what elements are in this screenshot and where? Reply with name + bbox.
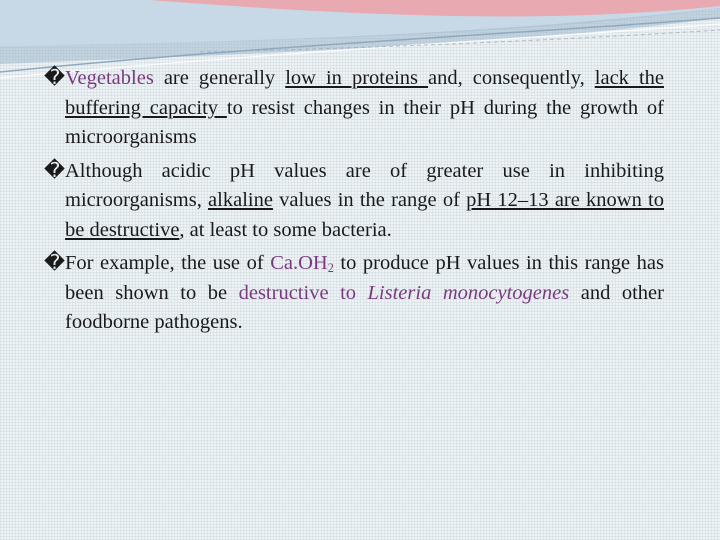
text-segment: are generally: [153, 67, 286, 89]
text-segment: values in the range of: [272, 189, 467, 211]
text-segment: and, consequently,: [428, 67, 595, 89]
bullet-vegetables: [44, 64, 664, 153]
text-segment: to resist changes in their p: [226, 96, 461, 119]
bullet-marker-icon: �: [44, 67, 66, 89]
bullet-example: [44, 249, 664, 338]
text-segment: Although acidic p: [65, 159, 241, 182]
chemical-subscript: 2: [327, 261, 334, 276]
term-vegetables: Vegetables: [65, 67, 154, 89]
text-segment: to produce p: [333, 252, 446, 274]
slide-body: [44, 64, 664, 342]
chemical-formula: Ca.OH: [270, 252, 328, 274]
bullet-marker-icon: �: [44, 252, 66, 274]
text-segment: H during the growth of microorganisms: [65, 96, 664, 148]
emphasis-alkaline: alkaline: [208, 189, 273, 211]
emphasis-buffering-capacity: lack the buffering capacity: [65, 67, 664, 119]
text-segment: H values are of greater use in inhibiting microorganisms,: [65, 159, 664, 211]
emphasis-ph-destructive: pH 12–13 are known to be destructive: [65, 189, 664, 241]
text-segment: , at least to some bacteria.: [179, 218, 392, 241]
text-segment: For example, the use of: [65, 252, 271, 274]
term-listeria-monocytogenes: Listeria monocytogenes: [367, 281, 570, 304]
bullet-marker-icon: �: [44, 159, 66, 182]
bullet-acidic-ph: [44, 157, 664, 246]
text-segment: and other foodborne pathogens.: [65, 281, 664, 333]
term-destructive-to: destructive to: [238, 281, 368, 304]
emphasis-low-in-proteins: low in proteins: [285, 67, 429, 89]
text-segment: H values in this range has been shown to be: [65, 252, 664, 304]
